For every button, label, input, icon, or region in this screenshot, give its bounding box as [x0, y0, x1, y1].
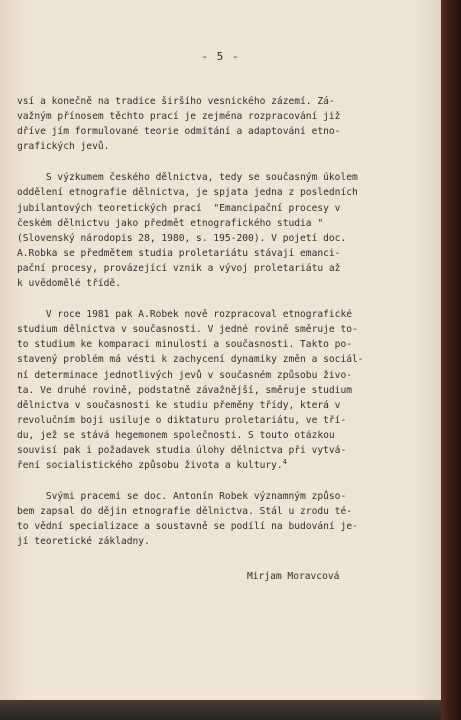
text-line: V roce 1981 pak A.Robek nově rozpracoval etnografické	[17, 309, 353, 321]
footnote-marker: 4	[282, 457, 287, 466]
text-line: k uvědomělé třídě.	[17, 278, 121, 290]
text-line: S výzkumem českého dělnictva, tedy se současným úkolem	[17, 172, 358, 184]
text-line: oddělení etnografie dělnictva, je spjata jedna z posledních	[17, 187, 358, 199]
paragraph-1	[17, 94, 347, 154]
text-line: studium dělnictva v současnosti. V jedné rovině směruje to-	[17, 324, 358, 336]
text-line: ní determinace jednotlivých jevů v současném způsobu živo-	[17, 369, 353, 381]
author-signature: Mirjam Moravcová	[247, 571, 340, 582]
text-line: to studium ke komparaci minulosti a současnosti. Takto po-	[17, 339, 353, 351]
paragraph-4	[17, 489, 358, 549]
page-bottom-shadow	[0, 700, 441, 720]
text-line: českém dělnictvu jako předmět etnografického studia "	[17, 217, 324, 229]
binding-edge	[441, 0, 461, 720]
text-line: jubilantových teoretických prací "Emancipační procesy v	[17, 202, 341, 214]
text-line: stavený problém má vésti k zachycení dynamiky změn a sociál-	[17, 354, 364, 366]
text-line: A.Robka se předmětem studia proletariátu stávají emanci-	[17, 247, 341, 259]
text-line: souvisí pak i požadavek studia úlohy dělnictva při vytvá-	[17, 444, 347, 456]
paragraph-3	[17, 307, 364, 473]
text-line: ření socialistického způsobu života a kultury.$^4$	[17, 457, 287, 472]
text-line: pační procesy, provázející vznik a vývoj proletariátu až	[17, 262, 341, 274]
text-line: bem zapsal do dějin etnografie dělnictva. Stál u zrodu té-	[17, 506, 353, 518]
text-line: vsí a konečně na tradice širšího vesnického zázemí. Zá-	[17, 96, 335, 107]
text-line: revolučním boji usiluje o diktaturu proletariátu, ve tří-	[17, 414, 347, 426]
text-line: važným přínosem těchto prací je zejména rozpracování již	[17, 111, 341, 123]
body-text	[17, 94, 364, 566]
text-line: to vědní specializace a soustavně se podílí na budování je-	[17, 521, 358, 533]
text-line: dříve jím formulované teorie odmítání a adaptování etno-	[17, 126, 341, 138]
text-line: (Slovenský národopis 28, 1980, s. 195-200). V pojetí doc.	[17, 232, 347, 244]
page-number: - 5 -	[201, 50, 240, 63]
text-line: du, jež se stává hegemonem společnosti. S touto otázkou	[17, 429, 335, 441]
text-line: Svými pracemi se doc. Antonín Robek významným způso-	[17, 491, 347, 503]
text-line: dělnictva v současnosti ke studiu přeměny třídy, která v	[17, 399, 341, 411]
text-line: jí teoretické základny.	[17, 536, 150, 548]
paragraph-2	[17, 170, 358, 291]
text-line: grafických jevů.	[17, 141, 110, 153]
text-line: ta. Ve druhé rovině, podstatně závažnější, směruje studium	[17, 384, 353, 396]
